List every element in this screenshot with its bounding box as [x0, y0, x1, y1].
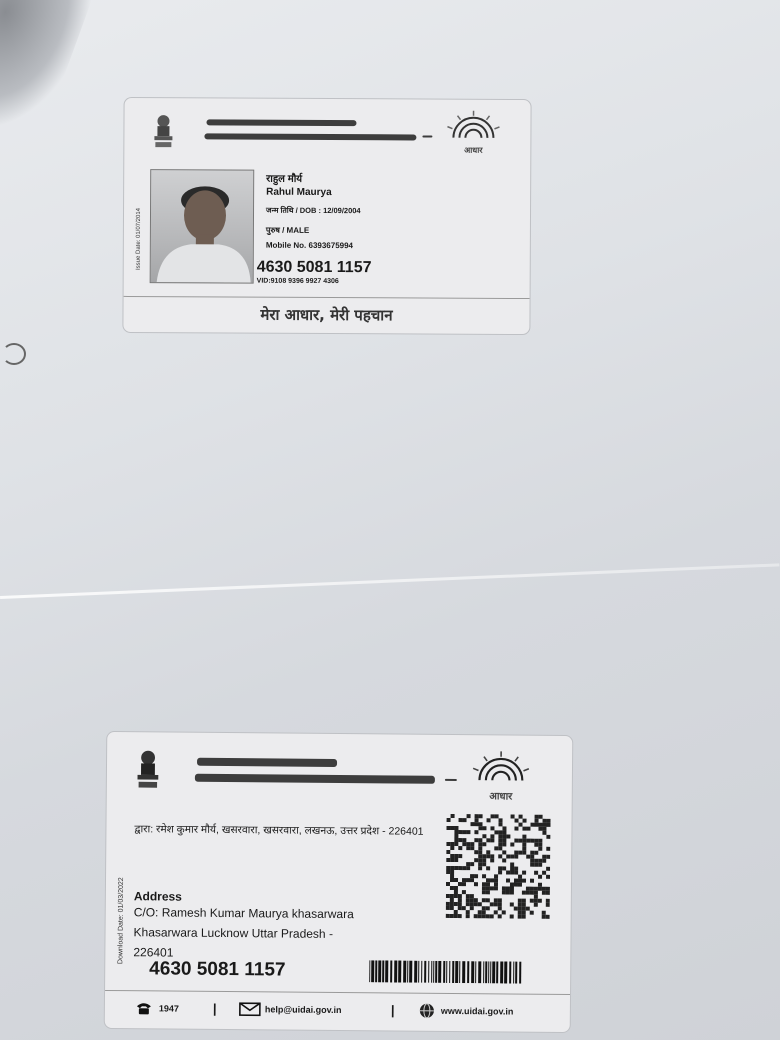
address-line-3: 226401	[133, 945, 174, 960]
punch-hole	[2, 343, 26, 365]
aadhaar-back-card	[104, 731, 574, 1033]
paper-fold-crease	[0, 563, 779, 599]
phone-icon	[135, 1001, 153, 1015]
footer-divider	[105, 990, 570, 995]
email-icon	[239, 1002, 261, 1016]
address-line-1: C/O: Ramesh Kumar Maurya khasarwara	[133, 905, 354, 922]
ministry-header-redacted	[204, 133, 416, 140]
aadhaar-fingerprint-sun-icon	[471, 749, 531, 784]
ministry-header-redacted	[195, 774, 435, 784]
header-dash	[422, 135, 432, 137]
holder-name: Rahul Maurya	[266, 186, 332, 199]
header-dash	[445, 779, 457, 781]
address-line-2: Khasarwara Lucknow Uttar Pradesh -	[133, 925, 334, 941]
issue-date: Issue Date: 01/07/2014	[135, 207, 143, 271]
holder-name-hindi: राहुल मौर्य	[266, 173, 303, 185]
qr-code-icon	[446, 813, 551, 920]
date-of-birth: जन्म तिथि / DOB : 12/09/2004	[266, 205, 361, 216]
help-email: help@uidai.gov.in	[264, 1004, 342, 1016]
address-label: Address	[133, 889, 182, 904]
virtual-id: VID:9108 9396 9927 4306	[256, 277, 339, 286]
download-date: Download Date: 01/03/2022	[117, 877, 126, 965]
barcode-icon	[369, 960, 525, 983]
national-emblem-icon	[150, 114, 176, 150]
government-header-redacted	[197, 758, 337, 767]
gender: पुरुष / MALE	[265, 225, 310, 235]
aadhaar-fingerprint-sun-icon	[445, 110, 501, 140]
website-url: www.uidai.gov.in	[440, 1005, 514, 1017]
helpline-number: 1947	[158, 1003, 179, 1014]
paper-shadow	[0, 0, 94, 144]
person-photo-icon	[151, 170, 254, 283]
aadhaar-front-card	[122, 97, 531, 335]
national-emblem-icon	[133, 748, 163, 792]
footer-separator: |	[390, 1002, 395, 1018]
tagline: मेरा आधार, मेरी पहचान	[260, 305, 393, 325]
tagline-divider	[124, 296, 530, 299]
aadhaar-logo	[440, 110, 506, 158]
aadhaar-logo-text: आधार	[489, 791, 513, 803]
aadhaar-number: 4630 5081 1157	[149, 958, 286, 981]
holder-photo	[150, 169, 255, 284]
aadhaar-logo-text: आधार	[464, 145, 483, 155]
address-hindi: द्वारा: रमेश कुमार मौर्य, खसरवारा, खसरवारा, लखनऊ, उत्तर प्रदेश - 226401	[134, 823, 424, 838]
footer-separator: |	[212, 1000, 217, 1016]
globe-icon	[419, 1003, 435, 1019]
mobile-number: Mobile No. 6393675994	[265, 240, 354, 251]
aadhaar-number: 4630 5081 1157	[256, 258, 372, 277]
government-header-redacted	[206, 119, 356, 126]
aadhaar-logo	[465, 749, 537, 803]
